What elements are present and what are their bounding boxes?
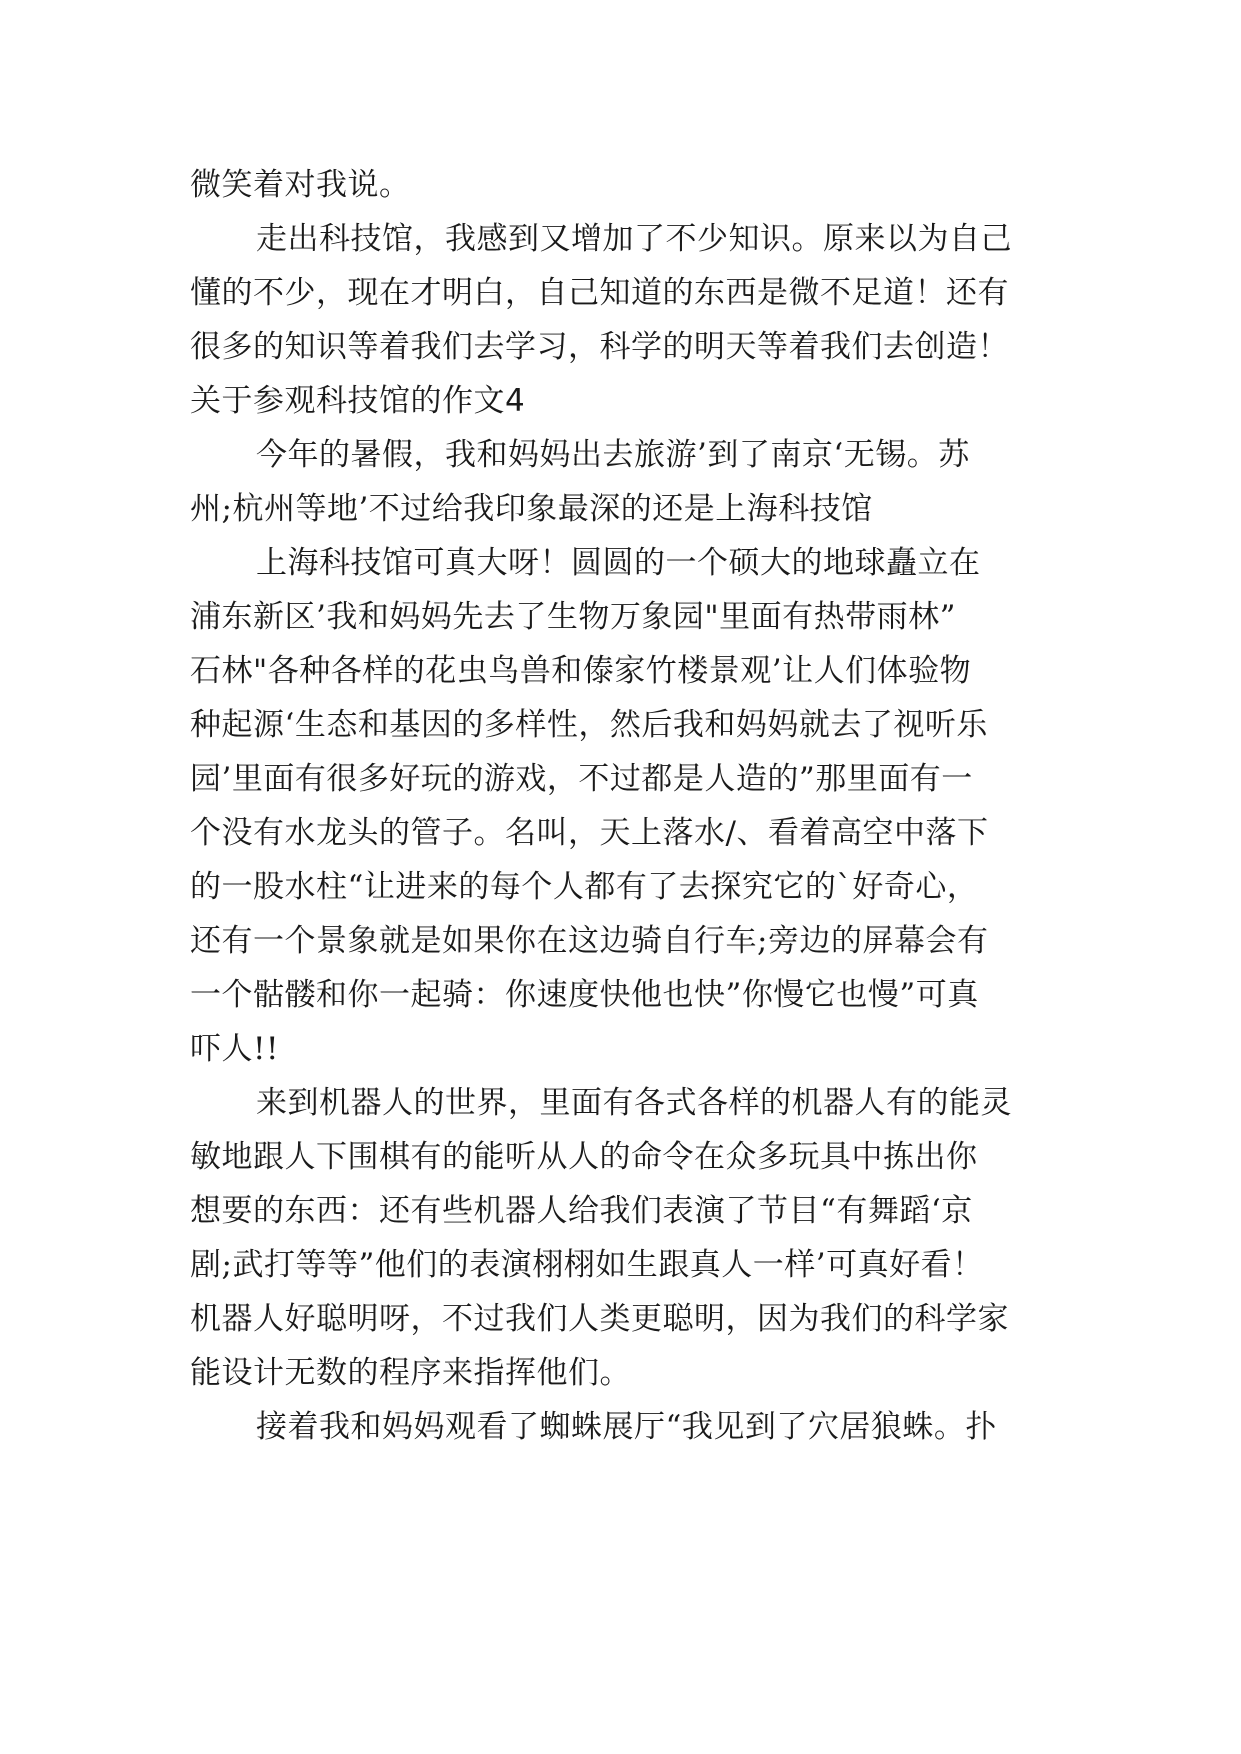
essay-body bbox=[190, 158, 1062, 1454]
text-line: 吓人!! bbox=[190, 1031, 279, 1067]
text-line: 微笑着对我说。 bbox=[190, 167, 411, 203]
paragraph-start-line: 今年的暑假，我和妈妈出去旅游’到了南京‘无锡。苏 bbox=[256, 437, 970, 473]
text-line: 浦东新区’我和妈妈先去了生物万象园"里面有热带雨林” bbox=[190, 599, 956, 635]
text-line: 想要的东西：还有些机器人给我们表演了节目“有舞蹈‘京 bbox=[190, 1193, 973, 1229]
text-line: 机器人好聪明呀，不过我们人类更聪明，因为我们的科学家 bbox=[190, 1301, 1009, 1337]
text-line: 敏地跟人下围棋有的能听从人的命令在众多玩具中拣出你 bbox=[190, 1139, 978, 1175]
text-line: 种起源‘生态和基因的多样性，然后我和妈妈就去了视听乐 bbox=[190, 707, 988, 743]
text-line: 一个骷髅和你一起骑：你速度快他也快”你慢它也慢”可真 bbox=[190, 977, 979, 1013]
text-line: 很多的知识等着我们去学习，科学的明天等着我们去创造！ bbox=[190, 329, 1009, 365]
paragraph-start-line: 走出科技馆，我感到又增加了不少知识。原来以为自己 bbox=[256, 221, 1012, 257]
paragraph-start-line: 接着我和妈妈观看了蜘蛛展厅“我见到了穴居狼蛛。扑 bbox=[256, 1409, 997, 1445]
text-line: 石林"各种各样的花虫鸟兽和傣家竹楼景观’让人们体验物 bbox=[190, 653, 972, 689]
text-line: 懂的不少，现在才明白，自己知道的东西是微不足道！还有 bbox=[190, 275, 1009, 311]
paragraph-start-line: 上海科技馆可真大呀！圆圆的一个硕大的地球矗立在 bbox=[256, 545, 981, 581]
text-line: 州;杭州等地’不过给我印象最深的还是上海科技馆 bbox=[190, 491, 873, 527]
section-heading: 关于参观科技馆的作文4 bbox=[190, 383, 526, 419]
text-line: 还有一个景象就是如果你在这边骑自行车;旁边的屏幕会有 bbox=[190, 923, 989, 959]
text-line: 园’里面有很多好玩的游戏，不过都是人造的”那里面有一 bbox=[190, 761, 973, 797]
text-line: 的一股水柱“让进来的每个人都有了去探究它的`好奇心， bbox=[190, 869, 979, 905]
text-line: 个没有水龙头的管子。名叫，天上落水/、看着高空中落下 bbox=[190, 815, 989, 851]
text-line: 剧;武打等等”他们的表演栩栩如生跟真人一样’可真好看！ bbox=[190, 1247, 984, 1283]
text-line: 能设计无数的程序来指挥他们。 bbox=[190, 1355, 631, 1391]
paragraph-start-line: 来到机器人的世界，里面有各式各样的机器人有的能灵 bbox=[256, 1085, 1012, 1121]
